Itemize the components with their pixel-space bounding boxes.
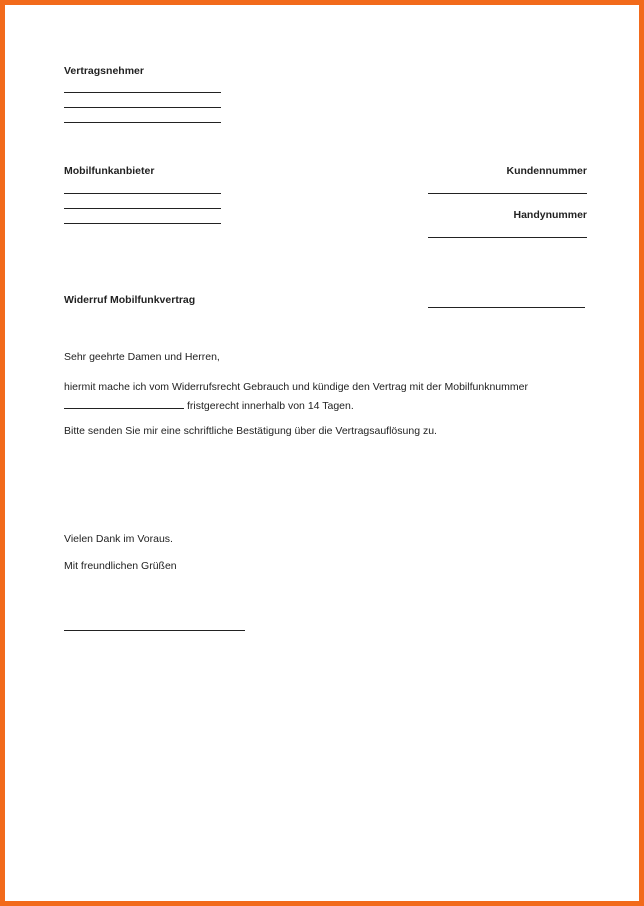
contractor-line-2: [64, 107, 221, 108]
customer-number-line: [428, 193, 587, 194]
contractor-label: Vertragsnehmer: [64, 65, 144, 77]
provider-line-1: [64, 193, 221, 194]
paragraph-1-suffix: fristgerecht innerhalb von 14 Tagen.: [187, 400, 354, 412]
contractor-line-3: [64, 122, 221, 123]
signature-line: [64, 630, 245, 631]
salutation: Sehr geehrte Damen und Herren,: [64, 351, 220, 363]
subject-label: Widerruf Mobilfunkvertrag: [64, 294, 196, 306]
contractor-line-1: [64, 92, 221, 93]
mobile-number-blank: [64, 398, 184, 409]
provider-label: Mobilfunkanbieter: [64, 165, 155, 177]
phone-number-line: [428, 237, 587, 238]
date-line: [428, 307, 585, 308]
paragraph-2: Bitte senden Sie mir eine schriftliche Bestätigung über die Vertragsauflösung zu.: [64, 425, 437, 437]
closing-text: Mit freundlichen Grüßen: [64, 560, 177, 572]
phone-number-label: Handynummer: [513, 209, 587, 221]
customer-number-label: Kundennummer: [506, 165, 587, 177]
paragraph-1-line-2: [64, 398, 354, 412]
thanks-text: Vielen Dank im Voraus.: [64, 533, 173, 545]
provider-line-2: [64, 208, 221, 209]
paragraph-1-line-1: hiermit mache ich vom Widerrufsrecht Gebrauch und kündige den Vertrag mit der Mobilfunknummer: [64, 381, 528, 393]
provider-line-3: [64, 223, 221, 224]
